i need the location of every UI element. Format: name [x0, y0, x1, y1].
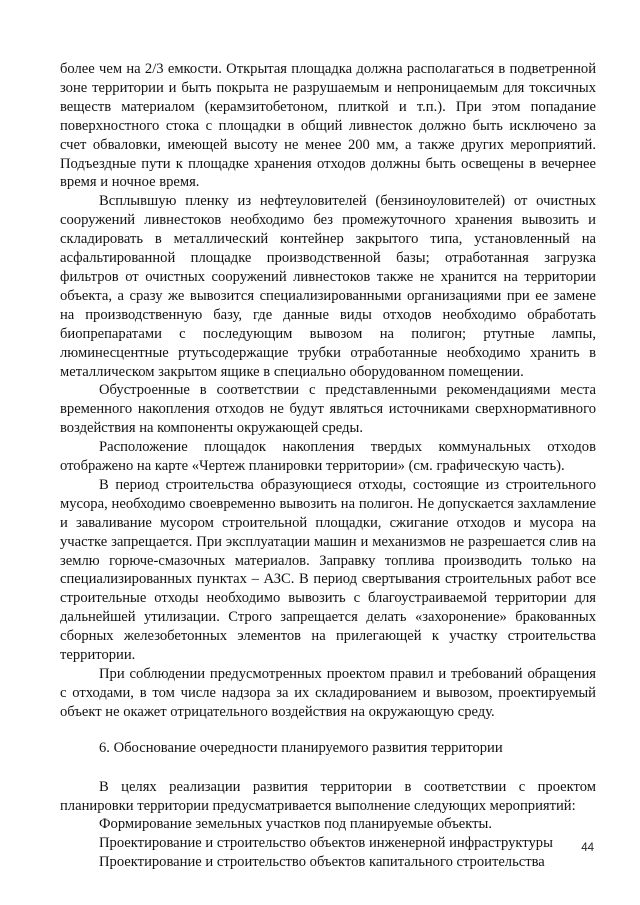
paragraph-sites-location: Расположение площадок накопления твердых коммунальных отходов отображено на карте «Чертеж планировки территории» (см. графическую часть). [60, 439, 596, 475]
paragraph-conclusion: При соблюдении предусмотренных проектом правил и требований обращения с отходами, в том числе надзора за их складированием и вывозом, проектируемый объект не окажет отрицательного воздействия на окружающую среду. [60, 666, 596, 720]
measure-item: Проектирование и строительство объектов инженерной инфраструктуры [99, 835, 553, 852]
section-intro: В целях реализации развития территории в соответствии с проектом планировки территории предусматривается выполнение следующих мероприятий: [60, 778, 596, 814]
document-body [60, 60, 596, 872]
paragraph-storage-site: более чем на 2/3 емкости. Открытая площадка должна располагаться в подветренной зоне территории и быть покрыта не разрушаемым и непроницаемым для токсичных веществ материалом (керамзитобетоном, плиткой и т.п.). При этом попадание поверхностного стока с площадки в общий ливнесток должно быть исключено за счет обваловки, имеющей высоту не менее 200 мм, а также других мероприятий. Подъездные пути к площадке хранения отходов должны быть освещены в вечернее время и ночное время. [60, 61, 596, 191]
paragraph-oil-film: Всплывшую пленку из нефтеуловителей (бензиноуловителей) от очистных сооружений ливнестоков необходимо без промежуточного хранения вывозить и складировать в металлический контейнер закрытого типа, установленный на асфальтированной площадке производственной базы; отработанная загрузка фильтров от очистных сооружений ливнестоков также не хранится на территории объекта, а сразу же вывозится специализированными организациями при ее замене на производственную базу, где данные виды отходов необходимо обработать биопрепаратами с последующим вывозом на полигон; ртутные лампы, люминесцентные ртутьсодержащие трубки отработанные необходимо хранить в металлическом закрытом ящике в специально оборудованном помещении. [60, 193, 596, 380]
paragraph-storage-places: Обустроенные в соответствии с представленными рекомендациями места временного накопления отходов не будут являться источниками сверхнормативного воздействия на компоненты окружающей среды. [60, 382, 596, 437]
page-number: 44 [581, 842, 594, 854]
measure-item: Формирование земельных участков под планируемые объекты. [99, 816, 492, 833]
section-heading: 6. Обоснование очередности планируемого развития территории [99, 739, 503, 756]
paragraph-construction-waste: В период строительства образующиеся отходы, состоящие из строительного мусора, необходимо своевременно вывозить на полигон. Не допускается захламление и заваливание мусором строительной площадки, сжигание отходов и мусора на участке запрещается. При эксплуатации машин и механизмов не разрешается слив на землю горюче-смазочных материалов. Заправку топлива производить только на специализированных пунктах – АЗС. В период свертывания строительных работ все строительные отходы необходимо вывозить с благоустраиваемой территории для дальнейшей утилизации. Строго запрещается делать «захоронение» бракованных сборных железобетонных элементов на прилегающей к участку строительства территории. [60, 476, 596, 664]
measure-item: Проектирование и строительство объектов капитального строительства [99, 854, 545, 871]
